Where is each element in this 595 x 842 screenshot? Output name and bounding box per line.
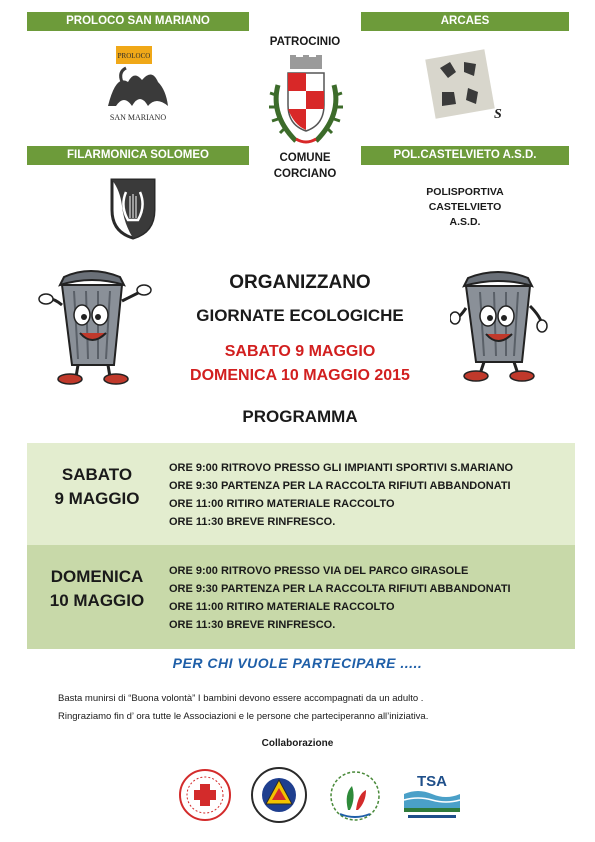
filarmonica-lyre-logo [106, 176, 160, 240]
comune-corciano-coat-of-arms-icon [266, 55, 346, 147]
programma-heading: PROGRAMMA [242, 407, 358, 426]
day2-schedule [169, 562, 511, 634]
trash-can-mascot-right-icon [450, 258, 550, 384]
polisportiva-line3: A.S.D. [449, 216, 481, 228]
protezione-civile-logo [250, 766, 308, 824]
comune-corciano-label [250, 150, 360, 182]
day1-label [27, 463, 167, 511]
trash-can-mascot-left-icon [38, 255, 153, 385]
pol-castelvieto-bar: POL.CASTELVIETO A.S.D. [361, 146, 569, 165]
proloco-san-mariano-bar: PROLOCO SAN MARIANO [27, 12, 249, 31]
day1-label-line2: 9 MAGGIO [54, 489, 140, 508]
schedule-item: ORE 11:00 RITIRO MATERIALE RACCOLTO [169, 601, 395, 613]
schedule-item: ORE 9:00 RITROVO PRESSO GLI IMPIANTI SPORTIVI S.MARIANO [169, 462, 514, 474]
day2-label-line2: 10 MAGGIO [49, 591, 145, 610]
giornate-ecologiche-heading: GIORNATE ECOLOGICHE [196, 306, 404, 325]
svg-text:PROLOCO: PROLOCO [117, 52, 151, 60]
red-cross-logo [178, 768, 232, 822]
program-day1-band [27, 443, 575, 545]
per-chi-vuole-partecipare: PER CHI VUOLE PARTECIPARE ..... [172, 655, 423, 671]
day1-schedule [169, 459, 513, 531]
svg-text:SAN MARIANO: SAN MARIANO [109, 113, 167, 122]
polisportiva-line1: POLISPORTIVA [426, 186, 504, 198]
day1-label-line1: SABATO [61, 465, 133, 484]
date-line-saturday: SABATO 9 MAGGIO [224, 343, 376, 360]
schedule-item: ORE 11:00 RITIRO MATERIALE RACCOLTO [169, 498, 395, 510]
arcaes-logo [424, 46, 504, 126]
schedule-item: ORE 9:30 PARTENZA PER LA RACCOLTA RIFIUTI ABBANDONATI [169, 583, 511, 595]
filarmonica-solomeo-bar: FILARMONICA SOLOMEO [27, 146, 249, 165]
date-line-sunday: DOMENICA 10 MAGGIO 2015 [190, 367, 410, 384]
tsa-trasimeno-logo [400, 770, 464, 822]
polisportiva-line2: CASTELVIETO [428, 201, 502, 213]
program-day2-band [27, 545, 575, 649]
note-ringraziamo: Ringraziamo fin d’ ora tutte le Associazioni e le persone che parteciperanno all’iniziativa. [58, 711, 429, 722]
polisportiva-castelvieto-text [400, 185, 530, 230]
arcaes-bar: ARCAES [361, 12, 569, 31]
corciano-line: CORCIANO [273, 168, 337, 180]
day2-label [27, 565, 167, 613]
svg-text:S: S [494, 107, 502, 122]
patrocinio-label: PATROCINIO [269, 36, 341, 48]
organizzano-heading: ORGANIZZANO [229, 272, 371, 293]
schedule-item: ORE 11:30 BREVE RINFRESCO. [169, 619, 336, 631]
avis-corciano-logo [322, 764, 388, 824]
schedule-item: ORE 9:30 PARTENZA PER LA RACCOLTA RIFIUTI ABBANDONATI [169, 480, 511, 492]
collaborazione-label: Collaborazione [261, 738, 334, 749]
proloco-san-mariano-logo [98, 44, 178, 126]
svg-text:TSA: TSA [417, 773, 447, 790]
note-buona-volonta: Basta munirsi di “Buona volontà” I bambini devono essere accompagnati da un adulto . [58, 693, 424, 704]
schedule-item: ORE 11:30 BREVE RINFRESCO. [169, 516, 336, 528]
day2-label-line1: DOMENICA [50, 567, 144, 586]
schedule-item: ORE 9:00 RITROVO PRESSO VIA DEL PARCO GIRASOLE [169, 565, 469, 577]
comune-line: COMUNE [279, 152, 331, 164]
